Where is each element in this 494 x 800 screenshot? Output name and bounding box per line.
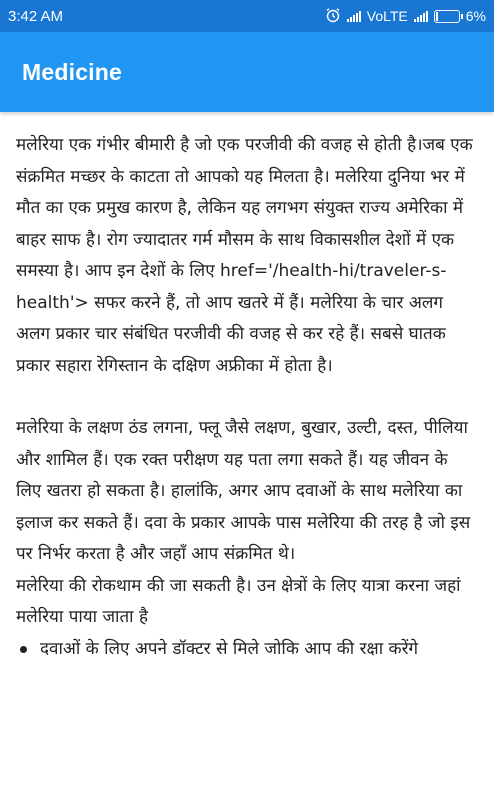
article-content[interactable] (0, 112, 494, 800)
battery-icon (434, 10, 460, 23)
app-title: Medicine (22, 58, 123, 85)
alarm-icon (325, 7, 341, 26)
article-paragraph: मलेरिया एक गंभीर बीमारी है जो एक परजीवी की वजह से होती है।जब एक संक्रमित मच्छर के काटता तो आपको यह मिलता है। मलेरिया दुनिया भर में मौत का एक प्रमुख कारण है, लेकिन यह लगभग संयुक्त राज्य अमेरिका में बाहर साफ है। रोग ज्यादातर गर्म मौसम के साथ विकासशील देशों में एक समस्या है। आप इन देशों के लिए href='/health-hi/traveler-s-health'> सफर करने हैं, तो आप खतरे में हैं। मलेरिया के चार अलग अलग प्रकार चार संबंधित परजीवी की वजह से कर रहे हैं। सबसे घातक प्रकार सहारा रेगिस्तान के दक्षिण अफ्रीका में होता है। (16, 135, 473, 376)
status-icons (325, 7, 486, 26)
battery-percent: 6% (465, 8, 486, 24)
article-paragraph: मलेरिया की रोकथाम की जा सकती है। उन क्षेत्रों के लिए यात्रा करना जहां मलेरिया पाया जाता है (16, 575, 461, 627)
status-time: 3:42 AM (8, 7, 64, 25)
signal-icon (414, 10, 428, 22)
status-bar (0, 0, 494, 32)
bullet-list (16, 634, 478, 666)
signal-icon (347, 10, 361, 22)
app-bar (0, 32, 494, 112)
list-item: दवाओं के लिए अपने डॉक्टर से मिले जोकि आप की रक्षा करेंगे (16, 634, 478, 666)
paragraph-spacer (16, 382, 478, 413)
network-label: VoLTE (366, 8, 408, 24)
battery-level-fill (436, 12, 438, 21)
article-paragraph: मलेरिया के लक्षण ठंड लगना, फ्लू जैसे लक्षण, बुखार, उल्टी, दस्त, पीलिया और शामिल हैं। एक रक्त परीक्षण यह पता लगा सकते हैं। यह जीवन के लिए खतरा हो सकता है। हालांकि, अगर आप दवाओं के साथ मलेरिया का इलाज कर सकते हैं। दवा के प्रकार आपके पास मलेरिया की तरह है जो इस पर निर्भर करता है और जहाँ आप संक्रमित थे। (16, 418, 471, 564)
